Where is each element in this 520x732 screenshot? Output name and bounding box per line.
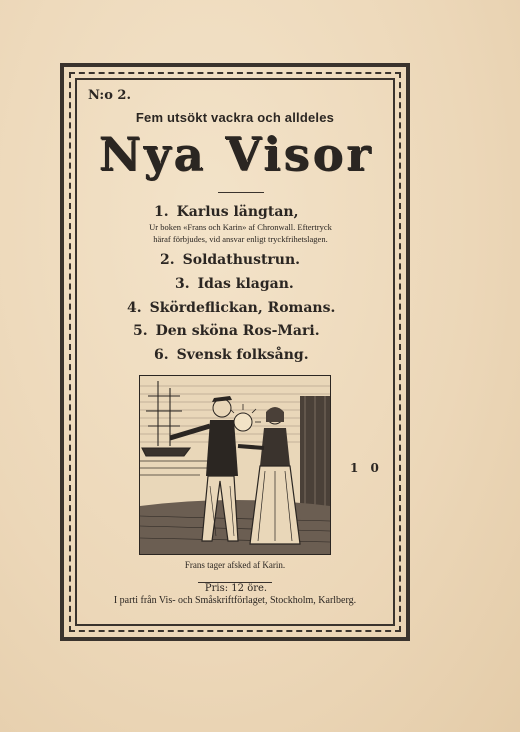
issue-number: N:o 2. [88,88,131,103]
song-title: Karlus längtan, [176,204,299,220]
song-item-5 [133,323,320,339]
song-number: 5. [133,323,148,339]
publisher-footer: I parti från Vis- och Småskriftförlaget, Stockholm, Karlberg. [113,595,357,606]
song-number: 3. [175,276,190,292]
song-note-line-1: Ur boken «Frans och Karin» af Chronwall. Eftertryck [149,222,332,232]
song-item-4 [127,300,335,316]
title-rule [218,192,264,193]
song-title: Skördeflickan, Romans. [149,300,336,316]
illustration-caption: Frans tager afsked af Karin. [184,560,286,570]
page-number: 1 0 [350,461,383,475]
song-item-3 [175,276,294,292]
song-item-1 [154,204,298,220]
song-number: 6. [154,347,169,363]
song-note-line-2: häraf förbjudes, vid ansvar enligt tryckfrihetslagen. [153,234,328,244]
song-title: Soldathustrun. [182,252,301,268]
song-title: Svensk folksång. [176,347,309,363]
song-number: 2. [160,252,175,268]
woodcut-illustration [139,375,331,555]
song-item-2 [160,252,300,268]
song-number: 1. [154,204,169,220]
song-title: Den sköna Ros-Mari. [155,323,320,339]
main-title: Nya Visor [99,128,375,182]
song-number: 4. [127,300,142,316]
song-title: Idas klagan. [197,276,294,292]
headline: Fem utsökt vackra och alldeles [135,110,335,125]
price: Pris: 12 öre. [204,583,268,594]
song-item-6 [154,347,309,363]
